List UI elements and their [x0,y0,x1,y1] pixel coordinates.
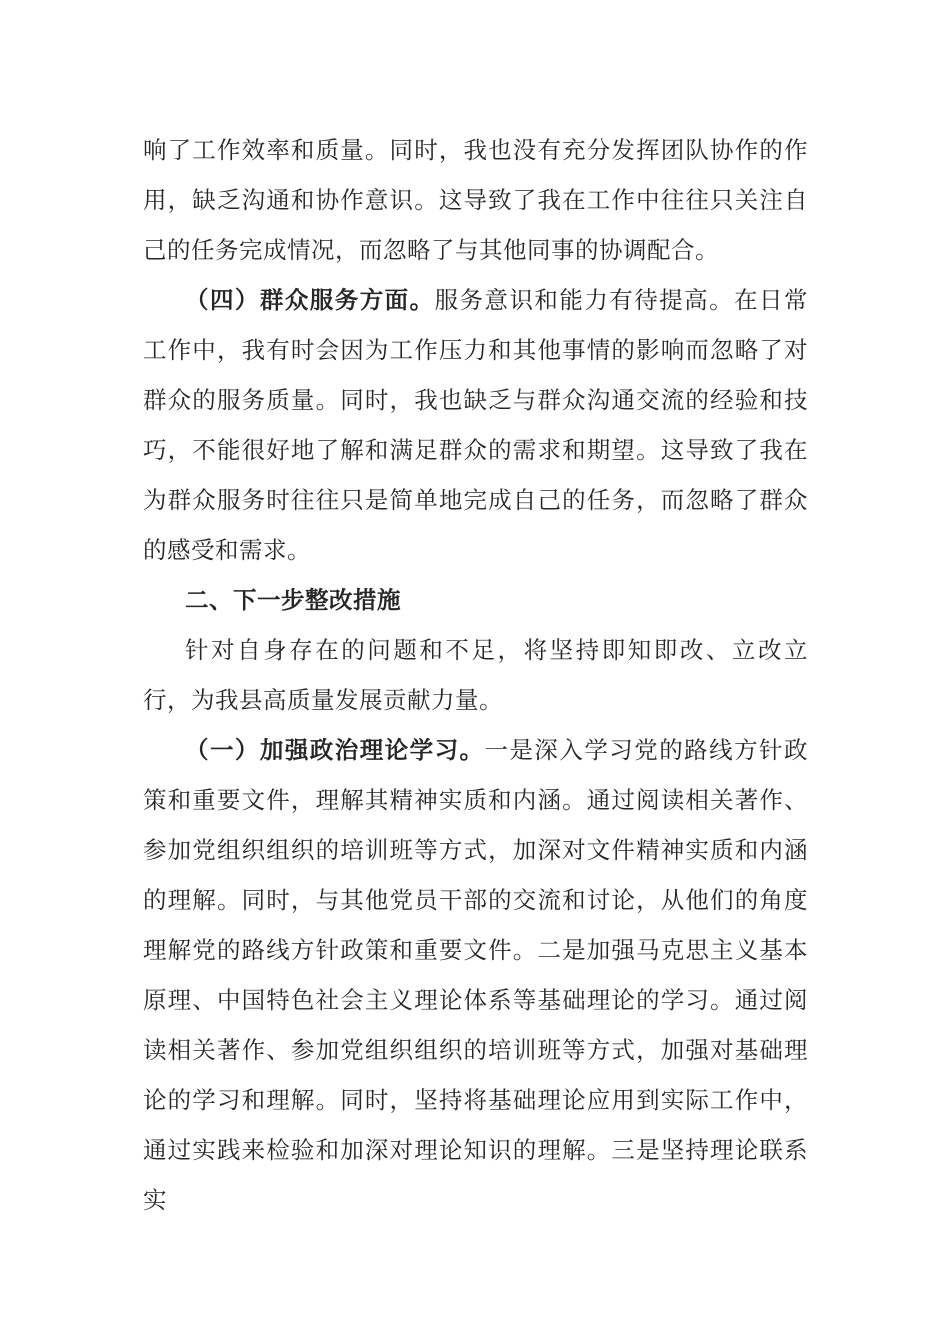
paragraph-text: 针对自身存在的问题和不足，将坚持即知即改、立改立行，为我县高质量发展贡献力量。 [143,636,808,714]
paragraph-continuation [143,125,808,275]
paragraph-text: 响了工作效率和质量。同时，我也没有充分发挥团队协作的作用，缺乏沟通和协作意识。这导致了我在工作中往往只关注自己的任务完成情况，而忽略了与其他同事的协调配合。 [143,136,808,264]
paragraph-lead-heading: （四）群众服务方面。 [185,286,435,314]
document-body [143,125,808,1225]
paragraph-text: 服务意识和能力有待提高。在日常工作中，我有时会因为工作压力和其他事情的影响而忽略了对群众的服务质量。同时，我也缺乏与群众沟通交流的经验和技巧，不能很好地了解和满足群众的需求和期望。这导致了我在为群众服务时往往只是简单地完成自己的任务，而忽略了群众的感受和需求。 [143,286,809,564]
section-heading-next-steps: 二、下一步整改措施 [185,586,401,614]
paragraph-lead-heading: （一）加强政治理论学习。 [185,736,485,764]
paragraph-mass-service [143,275,808,575]
paragraph-political-study [143,725,808,1225]
paragraph-intro [143,625,808,725]
paragraph-text: 一是深入学习党的路线方针政策和重要文件，理解其精神实质和内涵。通过阅读相关著作、参加党组织组织的培训班等方式，加深对文件精神实质和内涵的理解。同时，与其他党员干部的交流和讨论，从他们的角度理解党的路线方针政策和重要文件。二是加强马克思主义基本原理、中国特色社会主义理论体系等基础理论的学习。通过阅读相关著作、参加党组织组织的培训班等方式，加强对基础理论的学习和理解。同时，坚持将基础理论应用到实际工作中，通过实践来检验和加深对理论知识的理解。三是坚持理论联系实 [143,736,808,1214]
